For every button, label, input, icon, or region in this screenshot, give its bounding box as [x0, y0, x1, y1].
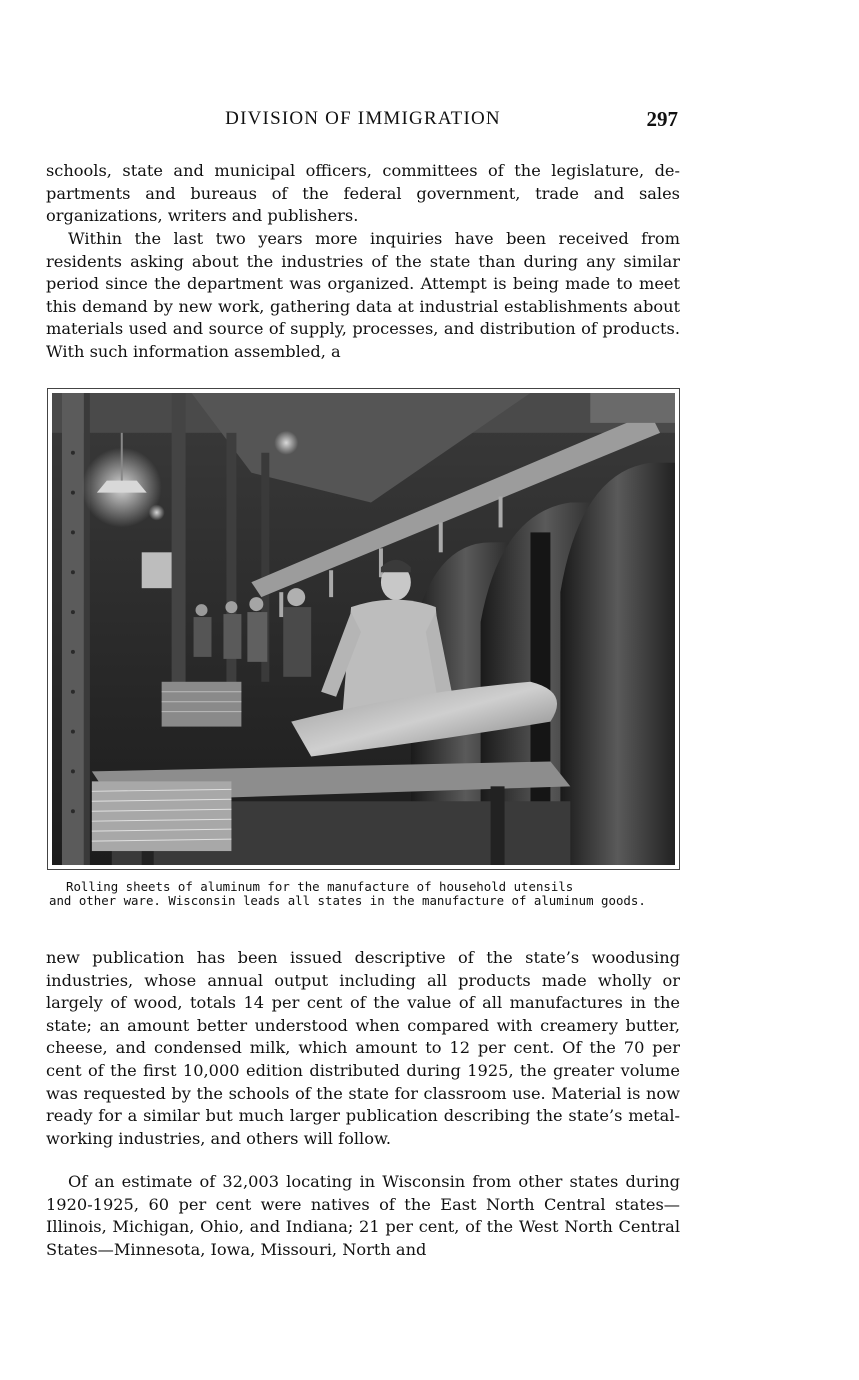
photo-plate [47, 388, 680, 870]
paragraph-continued: schools, state and municipal officers, committees of the legislature, departments and bureaus of the federal government, trade and sales organizations, writers and publishers. [46, 161, 680, 226]
figure-caption-rest: and other ware. Wisconsin leads all states in the manufacture of aluminum goods. [49, 893, 646, 908]
paragraph-publication: new publication has been issued descriptive of the state’s woodusing industries, whose annual output including all products made wholly or largely of wood, totals 14 per cent of the value of all manufactures in the state; an amount better understood when compared with creamery butter, cheese, and condensed milk, which amount to 12 per cent. Of the 70 per cent of the first 10,000 edition distributed during 1925, the greater volume was requested by the schools of the state for classroom use. Material is now ready for a similar but much larger publication describing the state’s metalworking industries, and others will follow. [46, 948, 680, 1148]
factory-photo [52, 393, 675, 865]
page-number: 297 [646, 107, 678, 131]
paragraph-estimate: Of an estimate of 32,003 locating in Wisconsin from other states during 1920-1925, 60 per cent were natives of the East North Central states—Illinois, Michigan, Ohio, and Indiana; 21 per cent, of the West North Central States—Minnesota, Iowa, Missouri, North and [46, 1172, 680, 1259]
paragraph-inquiries: Within the last two years more inquiries have been received from residents asking about the industries of the state than during any similar period since the department was organized. Attempt is being made to meet this demand by new work, gathering data at industrial establishments about materials used and source of supply, processes, and distribution of products. With such information assembled, a [46, 229, 680, 361]
running-head [46, 108, 680, 138]
figure-caption-line1: Rolling sheets of aluminum for the manufacture of household utensils [66, 879, 574, 894]
running-title: DIVISION OF IMMIGRATION [225, 108, 501, 129]
factory-photo-illustration [52, 393, 675, 865]
